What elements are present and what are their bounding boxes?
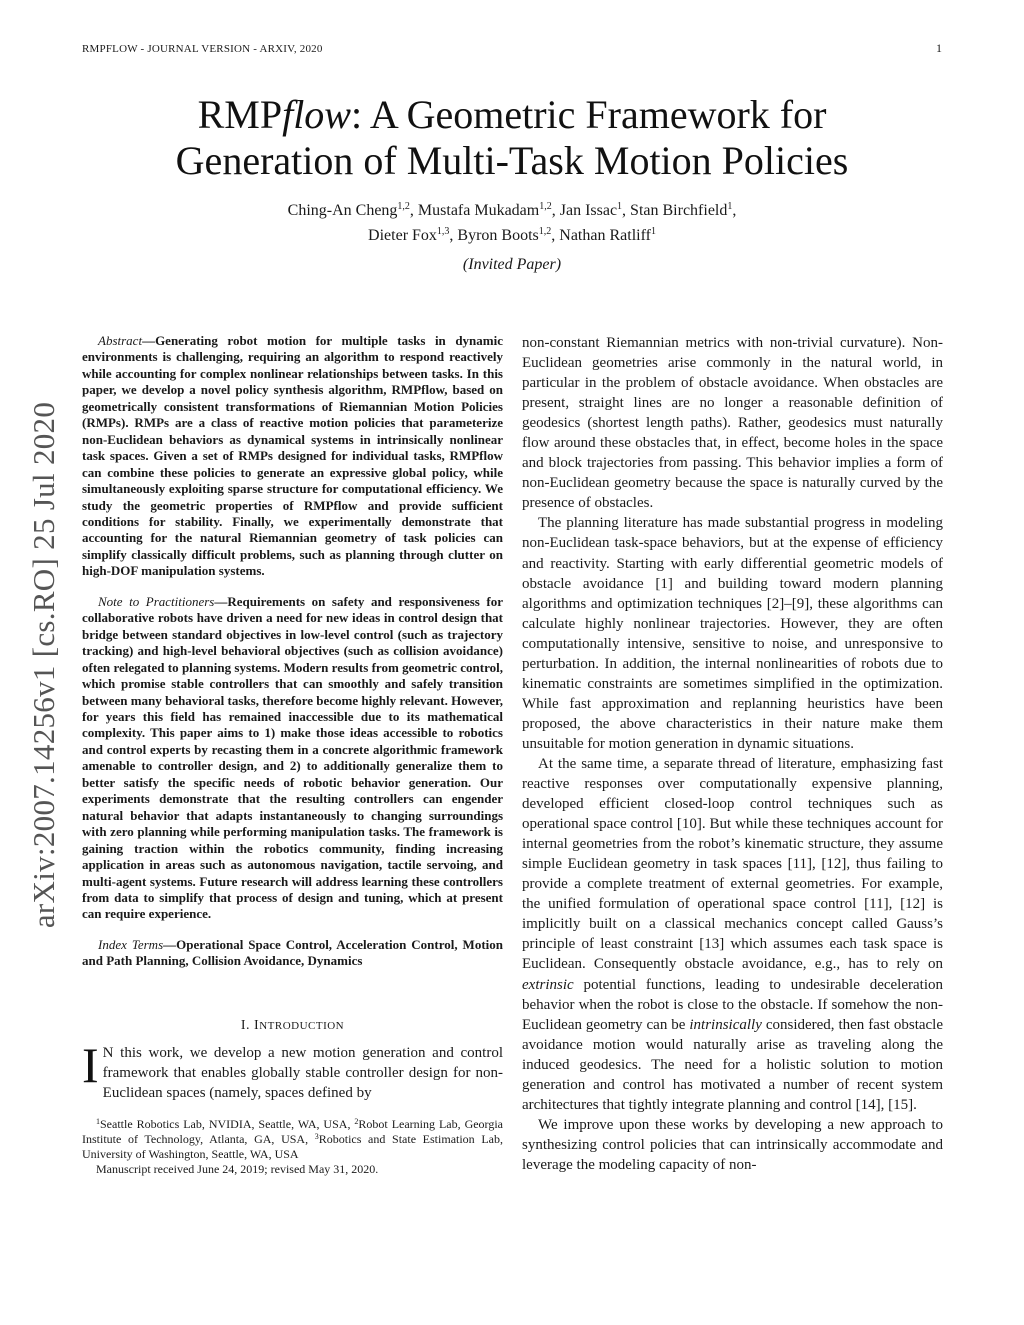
footnote-text: Robot Learning Lab, Georgia Institute of Technology, Atlanta, GA, USA, xyxy=(82,1116,503,1146)
running-head: RMPFLOW - JOURNAL VERSION - ARXIV, 2020 xyxy=(82,43,323,55)
author-name: Mustafa Mukadam xyxy=(417,202,540,219)
dropcap: I xyxy=(82,1036,99,1093)
title-line1-rest: : A Geometric Framework for xyxy=(350,92,827,137)
arxiv-side-stamp: arXiv:2007.14256v1 [cs.RO] 25 Jul 2020 xyxy=(26,401,61,929)
author-name: Dieter Fox xyxy=(368,227,437,244)
invited-paper-note: (Invited Paper) xyxy=(462,256,562,273)
section-title-rest: NTRODUCTION xyxy=(259,1019,345,1032)
body-text: considered, then fast obstacle avoidance motion would naturally arise as traveling along the induced geodesics. The need for a holistic solution to motion generation and control has motivated a number of recent system architectures that tightly integrate planning and control [14], [15]. xyxy=(522,1016,943,1113)
abstract-text: —Generating robot motion for multiple tasks in dynamic environments is challenging, requiring an algorithm to respond reactively while accounting for complex nonlinear relationships between tasks. In this paper, we develop a novel policy synthesis algorithm, RMPflow, based on geometrically consistent transformations of Riemannian Motion Policies (RMPs). RMPs are a class of reactive motion policies that parameterize non-Euclidean behaviors as dynamical systems in intrinsically nonlinear task spaces. Given a set of RMPs designed for individual tasks, RMPflow can combine these policies to generate an expressive global policy, while simultaneously exploiting sparse structure for computational efficiency. We study the geometric properties of RMPflow and provide sufficient conditions for stability. Finally, we experimentally demonstrate that accounting for the natural Riemannian geometry of task policies can simplify classically difficult problems, such as planning through clutter on high-DOF manipulation systems. xyxy=(82,333,503,579)
author-affiliation: 1,2 xyxy=(538,226,552,237)
body-paragraph: non-constant Riemannian metrics with non-trivial curvature). Non-Euclidean geometries arise commonly in the natural world, in particular in the problem of obstacle avoidance. When obstacles are present, straight lines are no longer a reasonable definition of geodesics (shortest length paths). Rather, geodesics must naturally flow around these obstacles that, in effect, become holes in the space and block trajectories from passing. This behavior implies a form of non-Euclidean geometry because the space is naturally curved by the presence of obstacles. xyxy=(522,335,943,512)
emphasis-extrinsic: extrinsic xyxy=(522,976,574,993)
body-text: potential functions, leading to undesirable deceleration behavior when the robot is close to the obstacle. If somehow the non-Euclidean geometry can be xyxy=(522,976,943,1033)
footnote-marker: 3 xyxy=(314,1131,319,1141)
author-affiliation: 1,2 xyxy=(397,201,410,212)
author-list: Ching-An Cheng$^{1,2}$, Mustafa Mukadam$^{1,2}$, Jan Issac$^1$, Stan Birchfield$^1$, Dieter Fox$^{1,3}$, Byron Boots$^{1,2}$, Nathan Ratliff$^1$ xyxy=(287,201,737,244)
abstract-lead: Abstract xyxy=(98,333,143,348)
index-terms xyxy=(82,937,503,970)
title-line2: Generation of Multi-Task Motion Policies xyxy=(175,138,849,183)
note-to-practitioners xyxy=(82,594,503,923)
author-affiliation: 1 xyxy=(650,226,656,237)
page-number: 1 xyxy=(936,41,942,55)
section-heading xyxy=(82,1018,503,1034)
author-affiliation: 1 xyxy=(617,201,623,212)
author-name: Jan Issac xyxy=(559,202,618,219)
author-affiliation: 1,3 xyxy=(436,226,450,237)
author-affiliation: 1 xyxy=(727,201,733,212)
emphasis-intrinsically: intrinsically xyxy=(689,1016,762,1033)
body-text: At the same time, a separate thread of literature, emphasizing fast reactive responses over computationally expensive planning, developed efficient closed-loop control techniques such as operational space control [10]. But while these techniques account for internal geometries from the robot’s kinematic structure, they assume simple Euclidean geometry in task spaces [11], [12], thus failing to provide a complete treatment of external geometries. For example, the unified formulation of operational space control [11], [12] is implicitly built on a classical mechanics concept called Gauss’s principle of least constraint [13] which assumes each task space is Euclidean. Consequently obstacle avoidance, e.g., has to rely on xyxy=(522,755,943,973)
author-affiliation: 1,2 xyxy=(539,201,552,212)
footnote-text: Robotics and State Estimation Lab, University of Washington, Seattle, WA, USA xyxy=(82,1131,503,1161)
intro-text: N this work, we develop a new motion generation and control framework that enables globally stable controller design for non-Euclidean spaces (namely, spaces defined by xyxy=(102,1044,503,1101)
abstract xyxy=(82,333,503,580)
title-italic: flow xyxy=(282,92,351,137)
affiliations-footnote xyxy=(82,1117,503,1162)
title-prefix: RMP xyxy=(197,92,283,137)
section-numeral: I. I xyxy=(240,1017,260,1033)
intro-paragraph xyxy=(82,1036,503,1103)
right-column xyxy=(522,333,943,1175)
footnote-marker: 2 xyxy=(354,1116,359,1126)
index-terms-lead: Index Terms xyxy=(98,936,164,952)
note-lead: Note to Practitioners xyxy=(98,593,215,609)
note-text: —Requirements on safety and responsiveness for collaborative robots have driven a need for new ideas in control design that bridge between standard objectives in low-level control (such as trajectory tracking) and high-level behavioral objectives (such as collision avoidance) often relegated to planning systems. Modern results from geometric control, which promise stable controllers that can smoothly and safely transition between many behavioral tasks, therefore become highly relevant. However, for years this field has remained inaccessible due to its mathematical complexity. This paper aims to 1) make those ideas accessible to robotics and control experts by recasting them in a concrete algorithmic framework amenable to controller design, and 2) to additionally generalize them to better satisfy the specific needs of robotic behavior generation. Our experiments demonstrate that the resulting controllers can engender natural behavior that adapts instantaneously to changing surroundings with zero planning while performing manipulation tasks. The framework is gaining traction within the robotics community, finding increasing application in areas such as autonomous navigation, tactile servoing, and multi-agent systems. Future research will address learning these controllers from data to simplify that process of design and tuning, which at present can require experience. xyxy=(82,593,503,922)
index-terms-text: —Operational Space Control, Acceleration Control, Motion and Path Planning, Collision Avoidance, Dynamics xyxy=(82,936,503,969)
footnote-text: Seattle Robotics Lab, NVIDIA, Seattle, WA, USA, xyxy=(100,1116,351,1131)
body-paragraph: The planning literature has made substantial progress in modeling non-Euclidean task-space behaviors, but at the expense of efficiency and reactivity. Starting with early differential geometric models of obstacle avoidance [1] and building toward modern planning algorithms and optimization techniques [2]–[9], these algorithms can calculate highly nonlinear trajectories. However, they are often computationally intensive, sensitive to noise, and unresponsive to perturbation. In addition, the internal nonlinearities of robots due to kinematic constraints are sometimes simplified in the optimization. While fast approximation and replanning heuristics have been proposed, the above characteristics in their nature make them unsuitable for motion generation in dynamic situations. xyxy=(522,515,943,752)
body-paragraph xyxy=(522,754,943,1115)
footnote-marker: 1 xyxy=(96,1116,100,1126)
left-column xyxy=(82,333,503,1177)
author-name: Byron Boots xyxy=(457,227,539,244)
manuscript-dates: Manuscript received June 24, 2019; revised May 31, 2020. xyxy=(96,1161,379,1176)
paper-title xyxy=(112,92,912,184)
author-name: Stan Birchfield xyxy=(630,202,728,219)
body-paragraph: We improve upon these works by developing a new approach to synthesizing control policies that can intrinsically accommodate and leverage the modeling capacity of non- xyxy=(522,1116,943,1173)
author-name: Nathan Ratliff xyxy=(559,227,651,244)
author-name: Ching-An Cheng xyxy=(287,202,398,219)
